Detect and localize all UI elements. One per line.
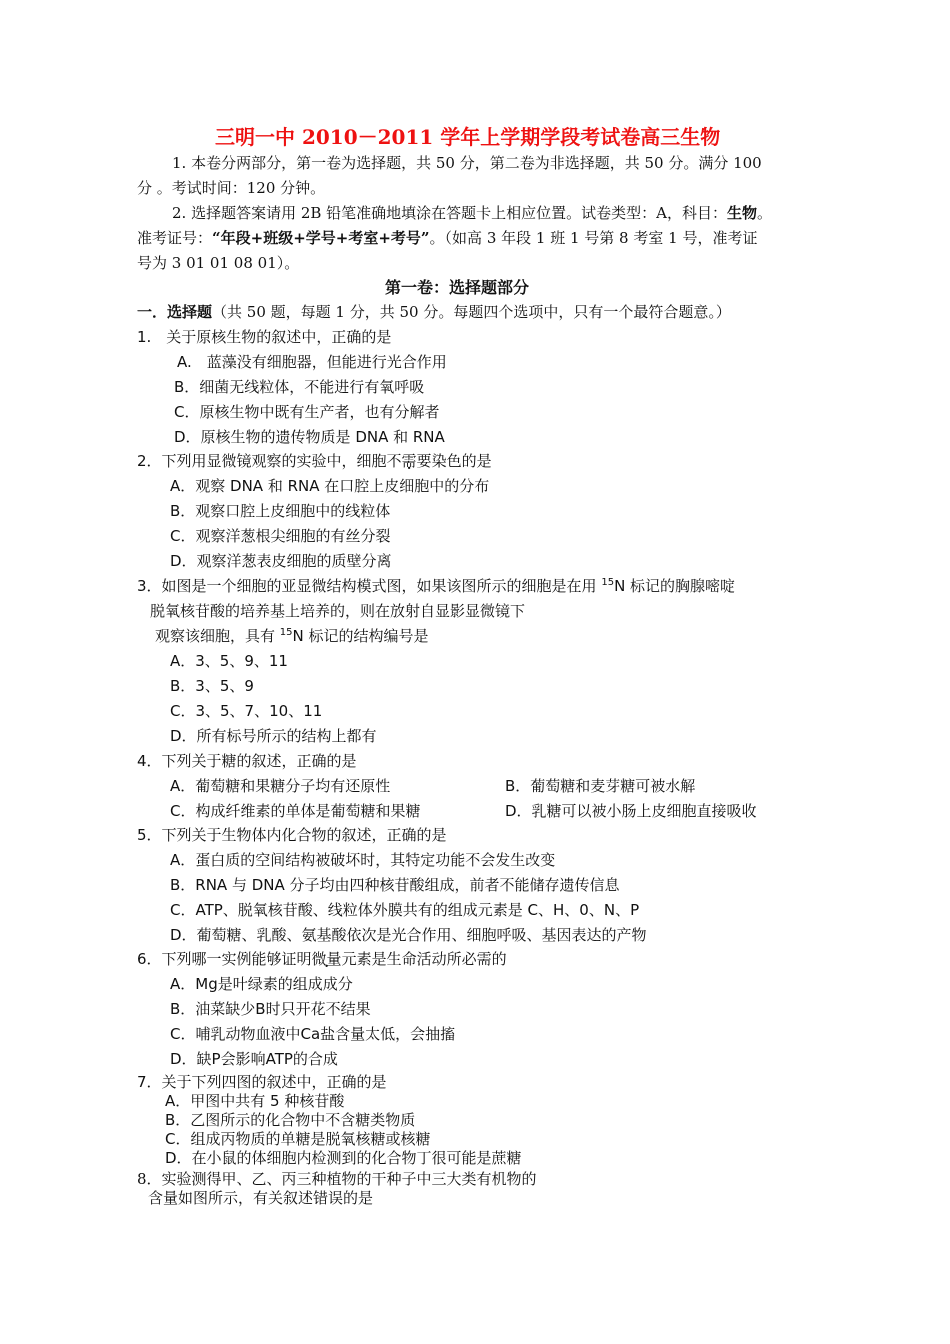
question-7-stem: 7．关于下列四图的叙述中，正确的是 (137, 1073, 387, 1091)
question-3-stem-line-3 (155, 626, 429, 646)
question-2-stem-end: 染色的是 (431, 452, 492, 470)
question-3-stem3-text: 观察该细胞，具有 (155, 627, 280, 645)
question-6-option-d: D．缺P会影响ATP的合成 (170, 1050, 338, 1068)
instruction-line-1: 1. 本卷分两部分，第一卷为选择题，共 50 分，第二卷为非选择题，共 50 分。满分 100 (172, 154, 762, 172)
question-6-stem (137, 949, 507, 969)
question-2-option-b: B．观察口腔上皮细胞中的线粒体 (170, 502, 391, 520)
question-3-option-c: C．3、5、7、10、11 (170, 702, 323, 720)
section-label: 一．选择题 (137, 303, 213, 321)
question-1-option-d: D．原核生物的遗传物质是 DNA 和 RNA (174, 428, 445, 446)
question-3-option-d: D．所有标号所示的结构上都有 (170, 727, 377, 745)
instruction-line-2: 分 。考试时间：120 分钟。 (137, 179, 326, 197)
question-3-option-a: A．3、5、9、11 (170, 652, 288, 670)
question-2-stem (137, 451, 492, 471)
question-3-option-b: B．3、5、9 (170, 677, 254, 695)
question-3-stem-text: 3．如图是一个细胞的亚显微结构模式图，如果该图所示的细胞是在用 (137, 577, 602, 595)
question-5-stem: 5．下列关于生物体内化合物的叙述，正确的是 (137, 826, 447, 844)
question-1-stem: 1. 关于原核生物的叙述中，正确的是 (137, 328, 392, 346)
question-5-option-c: C．ATP、脱氧核苷酸、线粒体外膜共有的组成元素是 C、H、0、N、P (170, 901, 640, 919)
question-2-option-a: A．观察 DNA 和 RNA 在口腔上皮细胞中的分布 (170, 477, 490, 495)
section-note: （共 50 题，每题 1 分，共 50 分。每题四个选项中，只有一个最符合题意。） (212, 303, 731, 321)
isotope-superscript: 15 (279, 627, 293, 638)
instruction-line-4-label: 准考证号： (137, 229, 213, 247)
question-8-stem-line-2: 含量如图所示，有关叙述错误的是 (148, 1189, 374, 1207)
question-6-option-c: C．哺乳动物血液中Ca盐含量太低，会抽搐 (170, 1025, 456, 1043)
instruction-line-5: 号为 3 01 01 08 01）。 (137, 254, 300, 272)
question-6-option-b: B．油菜缺少B时只开花不结果 (170, 1000, 371, 1018)
question-4-option-c: C．构成纤维素的单体是葡萄糖和果糖 (170, 802, 421, 820)
question-1-option-c: C．原核生物中既有生产者，也有分解者 (174, 403, 440, 421)
question-7-option-d: D．在小鼠的体细胞内检测到的化合物丁很可能是蔗糖 (165, 1149, 522, 1167)
question-8-stem-line-1: 8．实验测得甲、乙、丙三种植物的干种子中三大类有机物的 (137, 1170, 537, 1188)
question-4-option-a: A．葡萄糖和果糖分子均有还原性 (170, 777, 391, 795)
question-2-option-d: D．观察洋葱表皮细胞的质壁分离 (170, 552, 392, 570)
instruction-line-3 (172, 203, 772, 223)
exam-id-format: “年段+班级+学号+考室+考号” (212, 229, 430, 247)
question-2-option-c: C．观察洋葱根尖细胞的有丝分裂 (170, 527, 391, 545)
question-5-option-d: D．葡萄糖、乳酸、氨基酸依次是光合作用、细胞呼吸、基因表达的产物 (170, 926, 647, 944)
exam-title: 三明一中 2010－2011 学年上学期学段考试卷高三生物 (215, 125, 721, 149)
instruction-line-4-text: 。（如高 3 年段 1 班 1 号第 8 考室 1 号，准考证 (429, 229, 758, 247)
question-6-stem-end: 元素是生命活动所必需的 (341, 950, 507, 968)
question-3-stem-line-2: 脱氧核苷酸的培养基上培养的，则在放射自显影显微镜下 (150, 602, 526, 620)
part1-heading: 第一卷：选择题部分 (385, 278, 530, 297)
question-7-option-c: C．组成丙物质的单糖是脱氧核糖或核糖 (165, 1130, 431, 1148)
question-2-emphasis: 不需要 (386, 452, 432, 470)
question-2-stem-text: 2．下列用显微镜观察的实验中，细胞 (137, 452, 387, 470)
question-4-option-d: D．乳糖可以被小肠上皮细胞直接吸收 (505, 802, 757, 820)
instruction-line-3-end: 。 (757, 204, 773, 222)
question-7-option-a: A．甲图中共有 5 种核苷酸 (165, 1092, 345, 1110)
instruction-line-4 (137, 228, 757, 248)
instruction-line-3-text: 2. 选择题答案请用 2B 铅笔准确地填涂在答题卡上相应位置。试卷类型：A，科目： (172, 204, 728, 222)
isotope-superscript: 15 (601, 577, 615, 588)
question-5-option-b: B．RNA 与 DNA 分子均由四种核苷酸组成，前者不能储存遗传信息 (170, 876, 620, 894)
section-heading (137, 302, 731, 322)
question-3-stem-end: N 标记的胸腺嘧啶 (614, 577, 736, 595)
question-6-emphasis: 微量 (311, 950, 342, 968)
question-4-stem: 4．下列关于糖的叙述，正确的是 (137, 752, 357, 770)
question-6-stem-text: 6．下列哪一实例能够证明 (137, 950, 312, 968)
question-1-option-a: A. 蓝藻没有细胞器，但能进行光合作用 (177, 353, 447, 371)
question-7-option-b: B．乙图所示的化合物中不含糖类物质 (165, 1111, 416, 1129)
question-6-option-a: A．Mg是叶绿素的组成成分 (170, 975, 353, 993)
subject-name: 生物 (727, 204, 758, 222)
question-4-option-b: B．葡萄糖和麦芽糖可被水解 (505, 777, 696, 795)
question-5-option-a: A．蛋白质的空间结构被破坏时，其特定功能不会发生改变 (170, 851, 556, 869)
question-3-stem3-end: N 标记的结构编号是 (292, 627, 429, 645)
question-3-stem-line-1 (137, 576, 735, 596)
question-1-option-b: B．细菌无线粒体，不能进行有氧呼吸 (174, 378, 425, 396)
